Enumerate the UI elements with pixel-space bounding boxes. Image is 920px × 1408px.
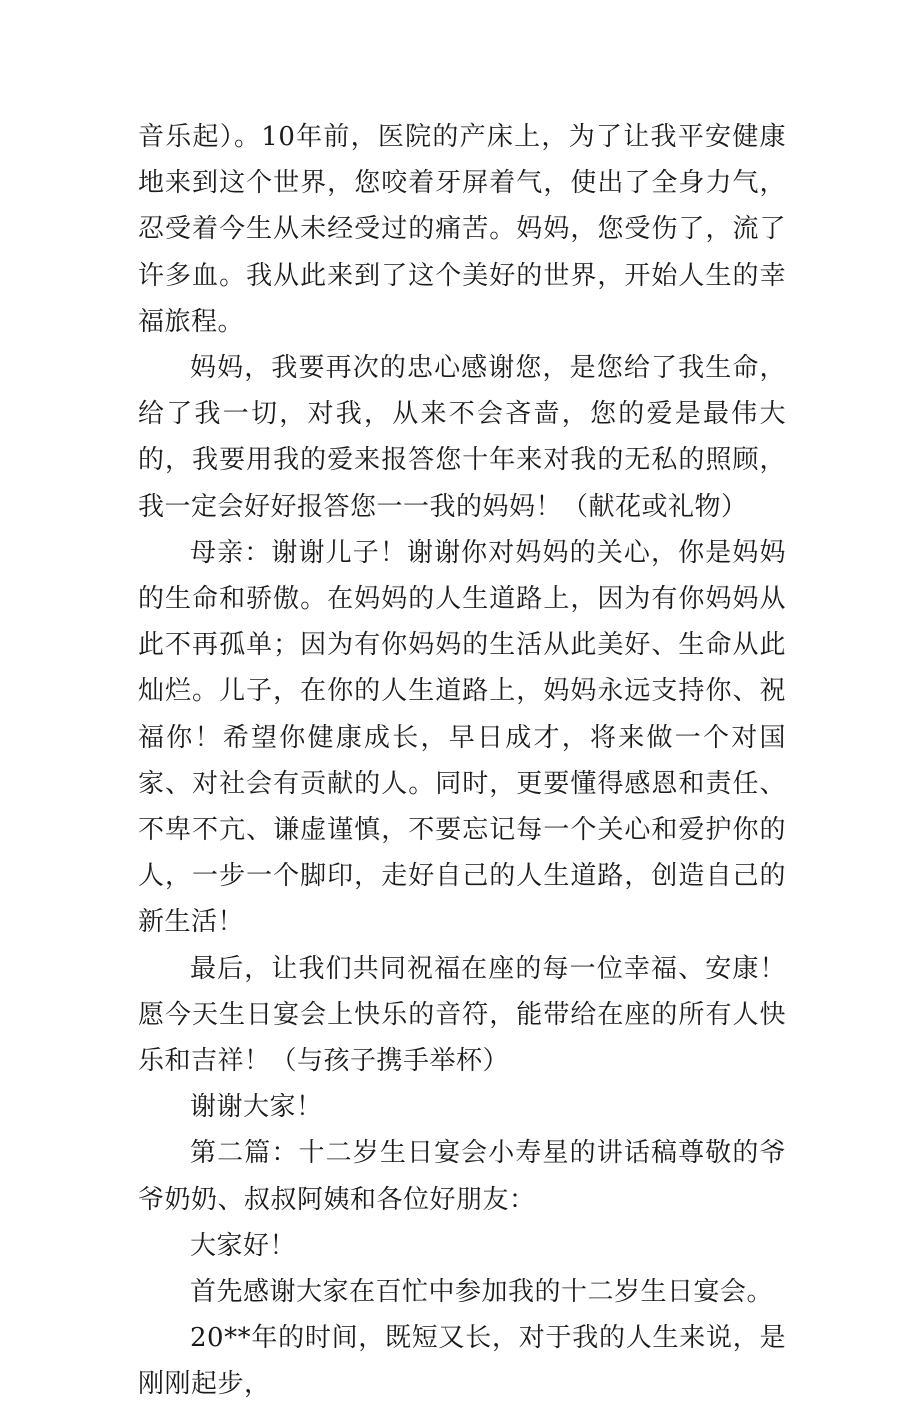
paragraph-7: 大家好！ — [190, 1230, 297, 1261]
paragraph-1: 音乐起）。10年前，医院的产床上，为了让我平安健康地来到这个世界，您咬着牙屏着气，使出了全身力气，忍受着今生从未经受过的痛苦。妈妈，您受伤了，流了许多血。我从此来到了这个美好的世界，开始人生的幸福旅程。 — [138, 122, 786, 337]
document-body — [138, 114, 786, 1408]
paragraph-2: 妈妈，我要再次的忠心感谢您，是您给了我生命，给了我一切，对我，从来不会吝啬，您的爱是最伟大的，我要用我的爱来报答您十年来对我的无私的照顾，我一定会好好报答您一一我的妈妈！（献花或礼物） — [138, 353, 786, 522]
paragraph-8: 首先感谢大家在百忙中参加我的十二岁生日宴会。 — [190, 1277, 774, 1308]
paragraph-6: 第二篇：十二岁生日宴会小寿星的讲话稿尊敬的爷爷奶奶、叔叔阿姨和各位好朋友： — [138, 1138, 786, 1215]
paragraph-3: 母亲：谢谢儿子！谢谢你对妈妈的关心，你是妈妈的生命和骄傲。在妈妈的人生道路上，因为有你妈妈从此不再孤单；因为有你妈妈的生活从此美好、生命从此灿烂。儿子，在你的人生道路上，妈妈永远支持你、祝福你！希望你健康成长，早日成才，将来做一个对国家、对社会有贡献的人。同时，更要懂得感恩和责任、不卑不亢、谦虚谨慎，不要忘记每一个关心和爱护你的人，一步一个脚印，走好自己的人生道路，创造自己的新生活！ — [138, 537, 786, 938]
paragraph-5: 谢谢大家！ — [190, 1092, 323, 1123]
paragraph-4: 最后，让我们共同祝福在座的每一位幸福、安康！愿今天生日宴会上快乐的音符，能带给在座的所有人快乐和吉祥！（与孩子携手举杯） — [138, 953, 786, 1077]
paragraph-9: 20**年的时间，既短又长，对于我的人生来说，是刚刚起步， — [138, 1323, 786, 1400]
